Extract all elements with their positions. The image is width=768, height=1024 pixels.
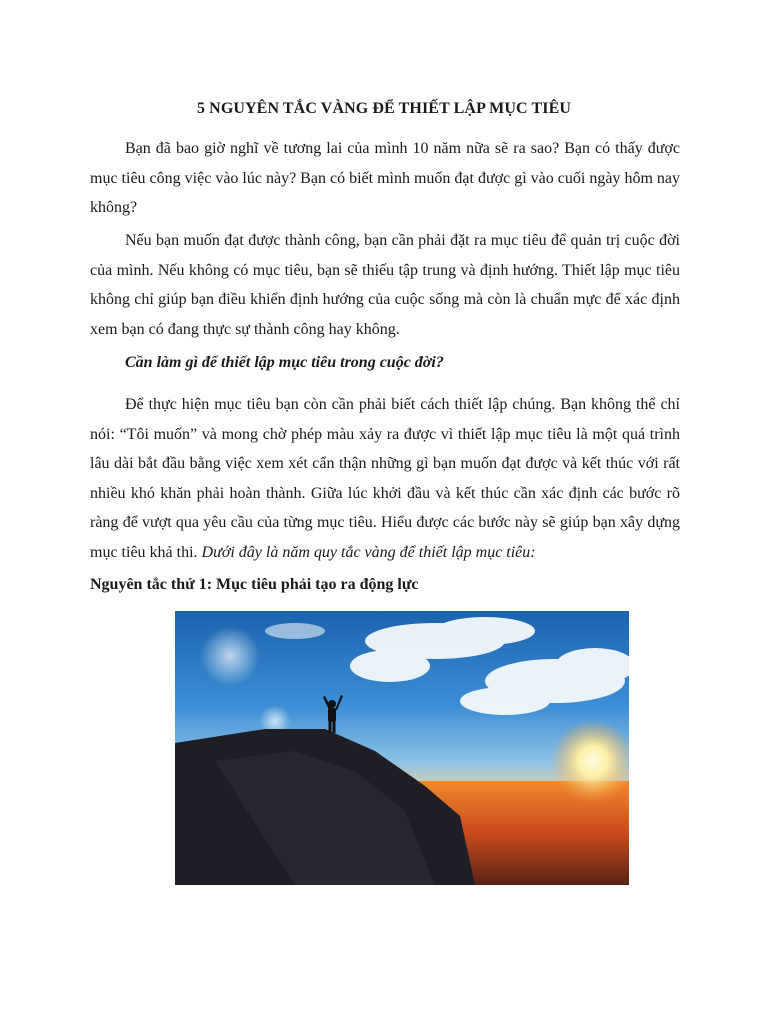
paragraph-how-to-text: Để thực hiện mục tiêu bạn còn cần phải biết cách thiết lập chúng. Bạn không thể chỉ nói: “Tôi muốn” và mong chờ phép màu xảy ra được vì thiết lập mục tiêu là một quá trình lâu dài bắt đầu bằng việc xem xét cẩn thận những gì bạn muốn đạt được và kết thúc với rất nhiều khó khăn phải hoàn thành. Giữa lúc khởi đầu và kết thúc cần xác định các bước rõ ràng để vượt qua yêu cầu của từng mục tiêu. Hiểu được các bước này sẽ giúp bạn xây dựng mục tiêu khả thi. (90, 396, 680, 561)
document-title: 5 NGUYÊN TẮC VÀNG ĐỂ THIẾT LẬP MỤC TIÊU (196, 100, 572, 117)
paragraph-success: Nếu bạn muốn đạt được thành công, bạn cần phải đặt ra mục tiêu để quản trị cuộc đời của mình. Nếu không có mục tiêu, bạn sẽ thiếu tập trung và định hướng. Thiết lập mục tiêu không chỉ giúp bạn điều khiển định hướng của cuộc sống mà còn là chuẩn mực để xác định xem bạn có đang thực sự thành công hay không. (90, 232, 680, 338)
paragraph-how-to (90, 390, 680, 567)
paragraph-how-to-italic: Dưới đây là năm quy tắc vàng để thiết lập mục tiêu: (201, 543, 536, 561)
subheading: Cần làm gì để thiết lập mục tiêu trong cuộc đời? (125, 354, 444, 371)
paragraph-intro: Bạn đã bao giờ nghĩ về tương lai của mình 10 năm nữa sẽ ra sao? Bạn có thấy được mục tiêu công việc vào lúc này? Bạn có biết mình muốn đạt được gì vào cuối ngày hôm nay không? (90, 140, 680, 216)
rule-1-heading: Nguyên tắc thứ 1: Mục tiêu phải tạo ra động lực (90, 576, 419, 593)
sunset-cliff-photo (175, 611, 629, 885)
lens-flare (200, 626, 260, 686)
